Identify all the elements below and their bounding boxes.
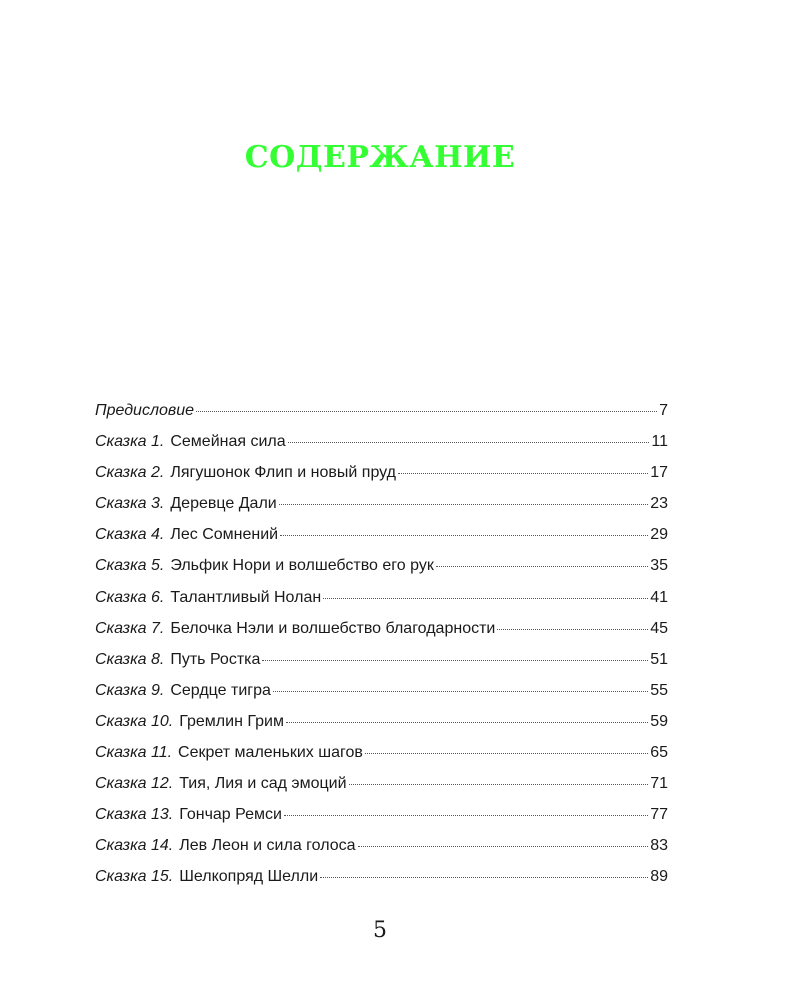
dot-leader (398, 473, 648, 474)
toc-entry-label: Сказка 5. (95, 557, 165, 575)
dot-leader (280, 535, 648, 536)
page-title: СОДЕРЖАНИЕ (244, 140, 516, 175)
toc-entry (95, 586, 668, 617)
dot-leader (365, 753, 648, 754)
toc-entry-label: Сказка 2. (95, 464, 165, 482)
toc-entry-label: Сказка 9. (95, 681, 165, 699)
dot-leader (273, 691, 648, 692)
toc-entry (95, 554, 668, 585)
toc-entry-page: 51 (650, 650, 668, 668)
toc-entry-page: 23 (650, 495, 668, 513)
toc-entry-title: Секрет маленьких шагов (178, 744, 363, 762)
toc-entry-title: Талантливый Нолан (170, 588, 322, 606)
dot-leader (320, 877, 648, 878)
toc-entry-title: Лягушонок Флип и новый пруд (170, 464, 396, 482)
toc-entry-label: Предисловие (95, 402, 195, 419)
toc-entry-label: Сказка 7. (95, 619, 165, 637)
toc-entry-page: 29 (650, 526, 668, 544)
toc-entry-page: 89 (650, 868, 668, 886)
toc-entry-page: 77 (650, 806, 668, 824)
toc-entry-label: Сказка 1. (95, 433, 165, 451)
toc-entry-page: 55 (650, 681, 668, 699)
toc-entry-title: Тия, Лия и сад эмоций (179, 775, 347, 793)
toc-entry-title: Шелкопряд Шелли (179, 868, 319, 886)
dot-leader (358, 846, 649, 847)
toc-entry-page: 7 (659, 402, 668, 419)
toc-entry-label: Сказка 6. (95, 588, 165, 606)
toc-entry-page: 11 (651, 433, 668, 451)
toc-entry (95, 710, 668, 741)
dot-leader (196, 411, 657, 412)
toc-entry-label: Сказка 11. (95, 744, 173, 762)
toc-entry-label: Сказка 13. (95, 806, 174, 824)
toc-entry-label: Сказка 12. (95, 775, 174, 793)
toc-entry-label: Сказка 15. (95, 868, 174, 886)
toc-entry-label: Сказка 8. (95, 650, 165, 668)
page-number: 5 (373, 918, 387, 943)
toc-entry-page: 17 (650, 464, 668, 482)
dot-leader (279, 504, 648, 505)
toc-entry-title: Деревце Дали (170, 495, 277, 513)
toc-entry-title: Лес Сомнений (170, 526, 279, 544)
toc-entry (95, 772, 668, 803)
toc-entry (95, 430, 668, 461)
dot-leader (497, 629, 648, 630)
toc-entry-page: 59 (650, 712, 668, 730)
toc-entry-label: Сказка 10. (95, 712, 174, 730)
table-of-contents (95, 399, 668, 897)
toc-entry-page: 83 (650, 837, 668, 855)
toc-entry-title: Гремлин Грим (179, 712, 284, 730)
toc-entry (95, 865, 668, 896)
toc-entry (95, 648, 668, 679)
toc-entry-title: Эльфик Нори и волшебство его рук (170, 557, 434, 575)
dot-leader (286, 722, 648, 723)
toc-entry (95, 461, 668, 492)
dot-leader (323, 598, 648, 599)
toc-entry-title: Семейная сила (170, 433, 286, 451)
toc-entry-label: Сказка 3. (95, 495, 165, 513)
toc-entry-title: Гончар Ремси (179, 806, 282, 824)
dot-leader (288, 442, 650, 443)
toc-entry (95, 679, 668, 710)
toc-entry-title: Лев Леон и сила голоса (179, 837, 356, 855)
toc-entry-title: Путь Ростка (170, 650, 261, 668)
toc-entry-title: Сердце тигра (170, 681, 271, 699)
toc-entry (95, 834, 668, 865)
toc-entry-title: Белочка Нэли и волшебство благодарности (170, 619, 496, 637)
toc-entry (95, 741, 668, 772)
toc-entry-page: 35 (650, 557, 668, 575)
dot-leader (262, 660, 648, 661)
dot-leader (436, 566, 648, 567)
toc-entry-page: 71 (650, 775, 668, 793)
dot-leader (349, 784, 649, 785)
dot-leader (284, 815, 648, 816)
toc-entry (95, 523, 668, 554)
toc-entry (95, 617, 668, 648)
toc-entry-label: Сказка 4. (95, 526, 165, 544)
toc-entry-page: 45 (650, 619, 668, 637)
toc-entry-page: 41 (650, 588, 668, 606)
toc-entry (95, 399, 668, 430)
toc-entry-page: 65 (650, 744, 668, 762)
toc-entry (95, 492, 668, 523)
toc-entry-label: Сказка 14. (95, 837, 174, 855)
toc-entry (95, 803, 668, 834)
